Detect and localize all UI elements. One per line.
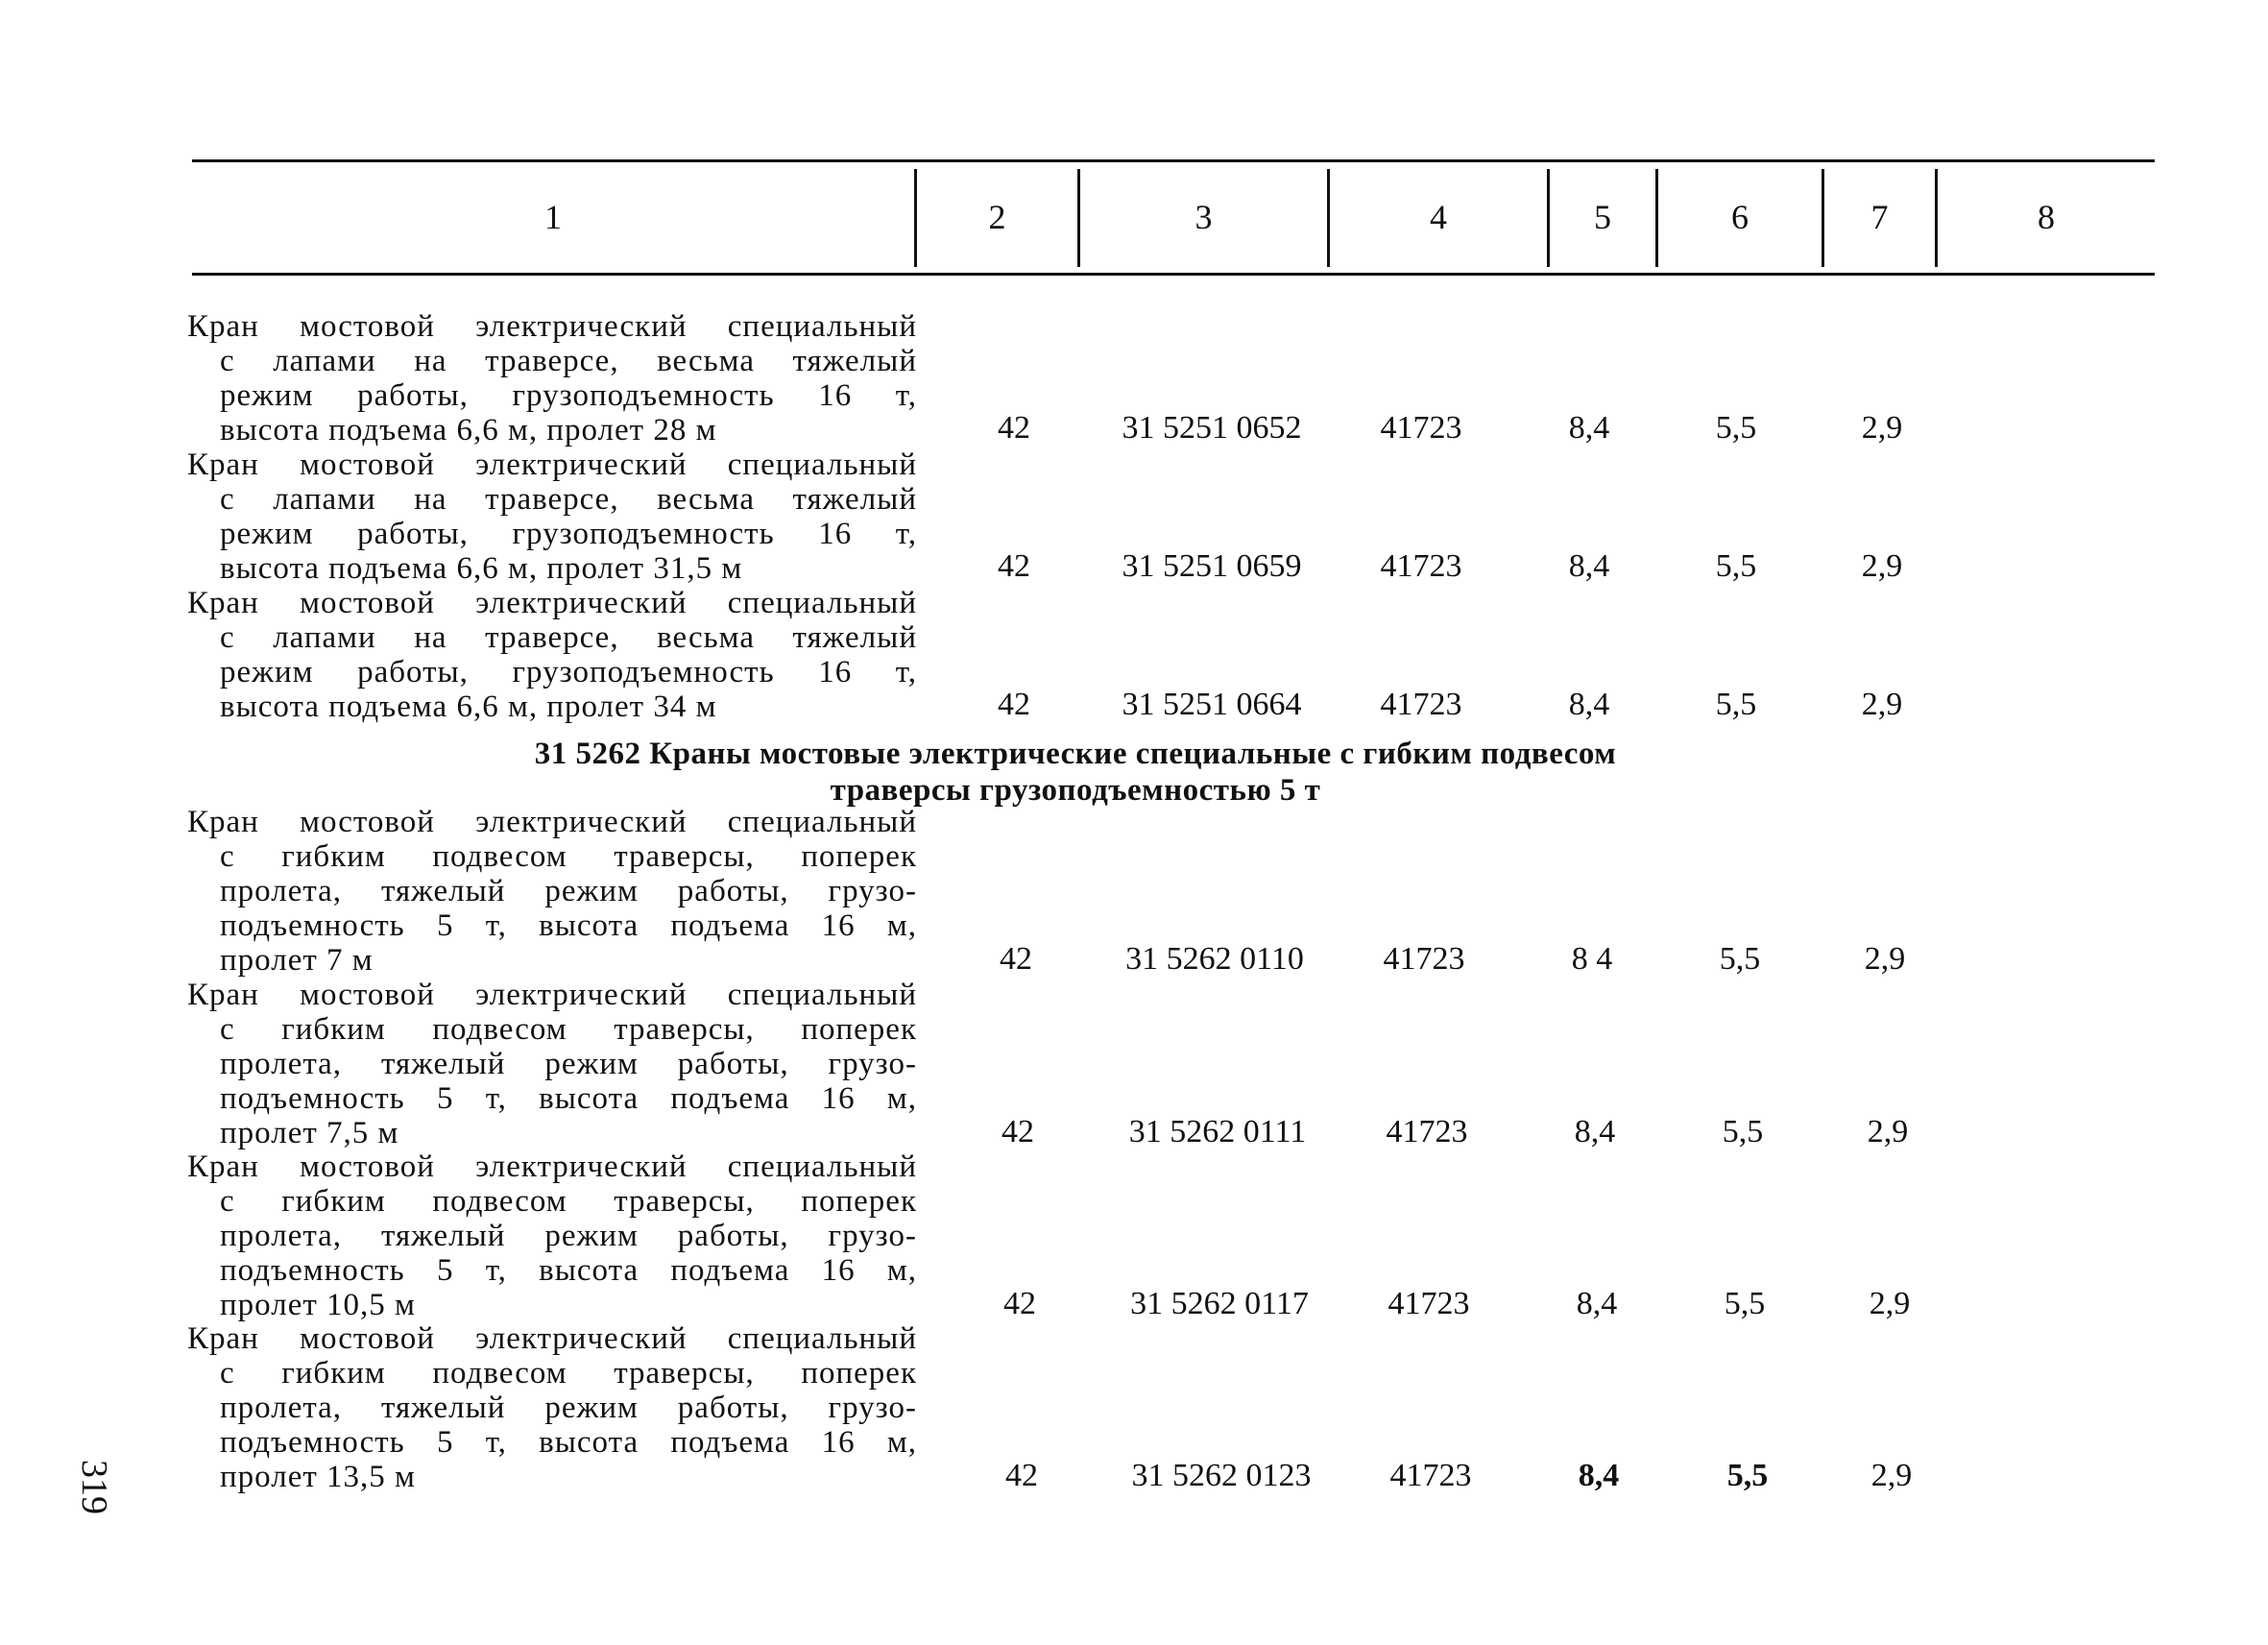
description-line: с гибким подвесом траверсы, поперек — [220, 839, 917, 874]
cell-col2: 42 — [1000, 941, 1032, 977]
row-description — [187, 1149, 917, 1322]
cell-col7: 2,9 — [1869, 1286, 1911, 1321]
cell-col7: 2,9 — [1864, 941, 1906, 977]
cell-col6: 5,5 — [1719, 941, 1761, 977]
cell-col6: 5,5 — [1715, 548, 1757, 584]
cell-col4: 41723 — [1380, 687, 1462, 722]
description-line: с лапами на траверсе, весьма тяжелый — [220, 482, 917, 517]
description-line: пролета, тяжелый режим работы, грузо- — [220, 1047, 917, 1081]
table-header-bottom-rule — [192, 273, 2155, 276]
description-line: пролет 7,5 м — [220, 1116, 399, 1150]
cell-col5: 8,4 — [1568, 687, 1610, 722]
description-line: Кран мостовой электрический специальный — [187, 448, 917, 482]
page-number: 319 — [74, 1460, 114, 1514]
cell-col2: 42 — [1003, 1286, 1036, 1321]
cell-col4: 41723 — [1380, 410, 1462, 446]
cell-col3: 31 5251 0664 — [1122, 687, 1302, 722]
row-description — [187, 586, 917, 724]
cell-col2: 42 — [1005, 1458, 1038, 1493]
description-line: Кран мостовой электрический специальный — [187, 309, 917, 344]
column-header-4: 4 — [1430, 198, 1447, 236]
description-line: Кран мостовой электрический специальный — [187, 586, 917, 620]
column-header-5: 5 — [1594, 198, 1611, 236]
description-line: пролет 7 м — [220, 943, 374, 978]
description-line: высота подъема 6,6 м, пролет 31,5 м — [220, 551, 743, 586]
cell-col5: 8,4 — [1574, 1114, 1616, 1149]
cell-col3: 31 5262 0111 — [1128, 1114, 1307, 1149]
description-line: Кран мостовой электрический специальный — [187, 1321, 917, 1356]
column-header-8: 8 — [2038, 198, 2055, 236]
cell-col4: 41723 — [1380, 548, 1462, 584]
cell-col3: 31 5262 0123 — [1131, 1458, 1312, 1493]
description-line: с гибким подвесом траверсы, поперек — [220, 1012, 917, 1047]
description-line: подъемность 5 т, высота подъема 16 м, — [220, 1425, 917, 1460]
section-heading-line2: траверсы грузоподъемностью 5 т — [830, 773, 1321, 808]
cell-col6: 5,5 — [1715, 687, 1757, 722]
cell-col2: 42 — [998, 687, 1030, 722]
description-line: высота подъема 6,6 м, пролет 34 м — [220, 689, 717, 724]
description-line: с лапами на траверсе, весьма тяжелый — [220, 620, 917, 655]
cell-col7: 2,9 — [1867, 1114, 1909, 1149]
description-line: пролета, тяжелый режим работы, грузо- — [220, 1391, 917, 1425]
description-line: пролета, тяжелый режим работы, грузо- — [220, 1219, 917, 1253]
cell-col5: 8,4 — [1568, 548, 1610, 584]
cell-col3: 31 5262 0117 — [1130, 1286, 1309, 1321]
cell-col7: 2,9 — [1861, 410, 1903, 446]
cell-col7: 2,9 — [1870, 1458, 1913, 1493]
cell-col6: 5,5 — [1724, 1286, 1766, 1321]
table-header-top-rule — [192, 159, 2155, 162]
column-header-7: 7 — [1870, 198, 1889, 236]
cell-col4: 41723 — [1383, 941, 1465, 977]
cell-col2: 42 — [1001, 1114, 1034, 1149]
description-line: режим работы, грузоподъемность 16 т, — [220, 655, 917, 689]
cell-col3: 31 5251 0659 — [1122, 548, 1302, 584]
description-line: высота подъема 6,6 м, пролет 28 м — [220, 413, 717, 448]
cell-col5: 8,4 — [1578, 1458, 1620, 1493]
cell-col4: 41723 — [1386, 1114, 1468, 1149]
description-line: подъемность 5 т, высота подъема 16 м, — [220, 908, 917, 943]
cell-col5: 8,4 — [1568, 410, 1610, 446]
cell-col7: 2,9 — [1861, 687, 1903, 722]
cell-col5: 8 4 — [1571, 941, 1613, 977]
row-description — [187, 1321, 917, 1494]
description-line: режим работы, грузоподъемность 16 т, — [220, 378, 917, 413]
description-line: режим работы, грузоподъемность 16 т, — [220, 517, 917, 551]
row-description — [187, 309, 917, 448]
description-line: с лапами на траверсе, весьма тяжелый — [220, 344, 917, 378]
cell-col4: 41723 — [1389, 1458, 1472, 1493]
column-header-1: 1 — [544, 198, 562, 236]
description-line: с гибким подвесом траверсы, поперек — [220, 1184, 917, 1219]
cell-col6: 5,5 — [1715, 410, 1757, 446]
cell-col6: 5,5 — [1722, 1114, 1764, 1149]
row-description — [187, 978, 917, 1150]
cell-col4: 41723 — [1387, 1286, 1470, 1321]
cell-col7: 2,9 — [1861, 548, 1903, 584]
cell-col3: 31 5262 0110 — [1125, 941, 1304, 977]
description-line: пролет 10,5 м — [220, 1288, 416, 1322]
cell-col5: 8,4 — [1576, 1286, 1618, 1321]
description-line: Кран мостовой электрический специальный — [187, 1149, 917, 1184]
description-line: пролет 13,5 м — [220, 1460, 416, 1494]
column-header-3: 3 — [1194, 198, 1213, 236]
column-header-6: 6 — [1731, 198, 1749, 236]
row-description — [187, 448, 917, 586]
cell-col3: 31 5251 0652 — [1122, 410, 1302, 446]
section-heading-line1: 31 5262 Краны мостовые электрические специальные с гибким подвесом — [534, 737, 1617, 771]
row-description — [187, 805, 917, 978]
section-heading — [451, 736, 1700, 809]
description-line: пролета, тяжелый режим работы, грузо- — [220, 874, 917, 908]
description-line: подъемность 5 т, высота подъема 16 м, — [220, 1253, 917, 1288]
description-line: с гибким подвесом траверсы, поперек — [220, 1356, 917, 1391]
column-header-2: 2 — [988, 198, 1006, 236]
description-line: Кран мостовой электрический специальный — [187, 978, 917, 1012]
cell-col2: 42 — [998, 410, 1030, 446]
cell-col2: 42 — [998, 548, 1030, 584]
description-line: Кран мостовой электрический специальный — [187, 805, 917, 839]
cell-col6: 5,5 — [1726, 1458, 1769, 1493]
description-line: подъемность 5 т, высота подъема 16 м, — [220, 1081, 917, 1116]
